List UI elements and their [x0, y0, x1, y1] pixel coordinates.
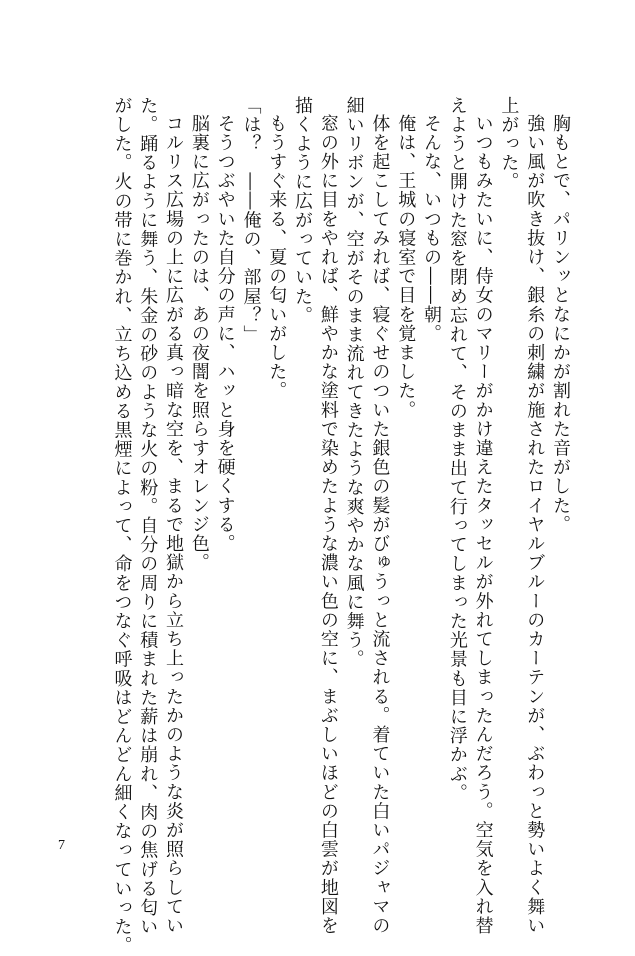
text-line: えようと開けた窓を閉め忘れて、そのまま出て行ってしまった光景も目に浮かぶ。 [446, 96, 468, 803]
text-line: た。踊るように舞う、朱金の砂のような火の粉。自分の周りに積まれた薪は崩れ、肉の焦げる匂い [137, 96, 159, 937]
text-line: 強い風が吹き抜け、銀糸の刺繍が施されたロイヤルブルーのカーテンが、ぶわっと勢いよく舞い [524, 114, 546, 936]
text-line: 窓の外に目をやれば、鮮やかな塗料で染めたような濃い色の空に、まぶしいほどの白雲が地図を [317, 114, 339, 936]
text-line: もうすぐ来る、夏の匂いがした。 [266, 114, 288, 401]
text-line: 体を起こしてみれば、寝ぐせのついた銀色の髪がびゅうっと流される。着ていた白いパジャマの [369, 114, 391, 936]
text-line: そんな、いつもの――朝。 [421, 114, 443, 344]
text-line: がした。火の帯に巻かれ、立ち込める黒煙によって、命をつなぐ呼吸はどんどん細くなっていった。 [111, 96, 133, 956]
text-line: そうつぶやいた自分の声に、ハッと身を硬くする。 [214, 114, 236, 554]
text-line: コルリス広場の上に広がる真っ暗な空を、まるで地獄から立ち上ったかのような炎が照らしてい [163, 114, 185, 936]
text-line: 描くように広がっていた。 [292, 96, 314, 326]
text-line: 脳裏に広がったのは、あの夜闇を照らすオレンジ色。 [188, 114, 210, 573]
text-line: 細いリボンが、空がそのまま流れてきたような爽やかな風に舞う。 [343, 96, 365, 669]
text-line: 上がった。 [498, 96, 520, 192]
dialogue-line: 「は？ ――俺の、部屋？」 [240, 96, 262, 345]
text-line: いつもみたいに、侍女のマリーがかけ違えたタッセルが外れてしまったんだろう。空気を入れ替 [472, 114, 494, 936]
text-line: 俺は、王城の寝室で目を覚ました。 [395, 114, 417, 420]
text-line: 胸もとで、パリンッとなにかが割れた音がした。 [550, 114, 571, 535]
page-number: 7 [58, 838, 65, 853]
vertical-text-block [109, 96, 573, 956]
